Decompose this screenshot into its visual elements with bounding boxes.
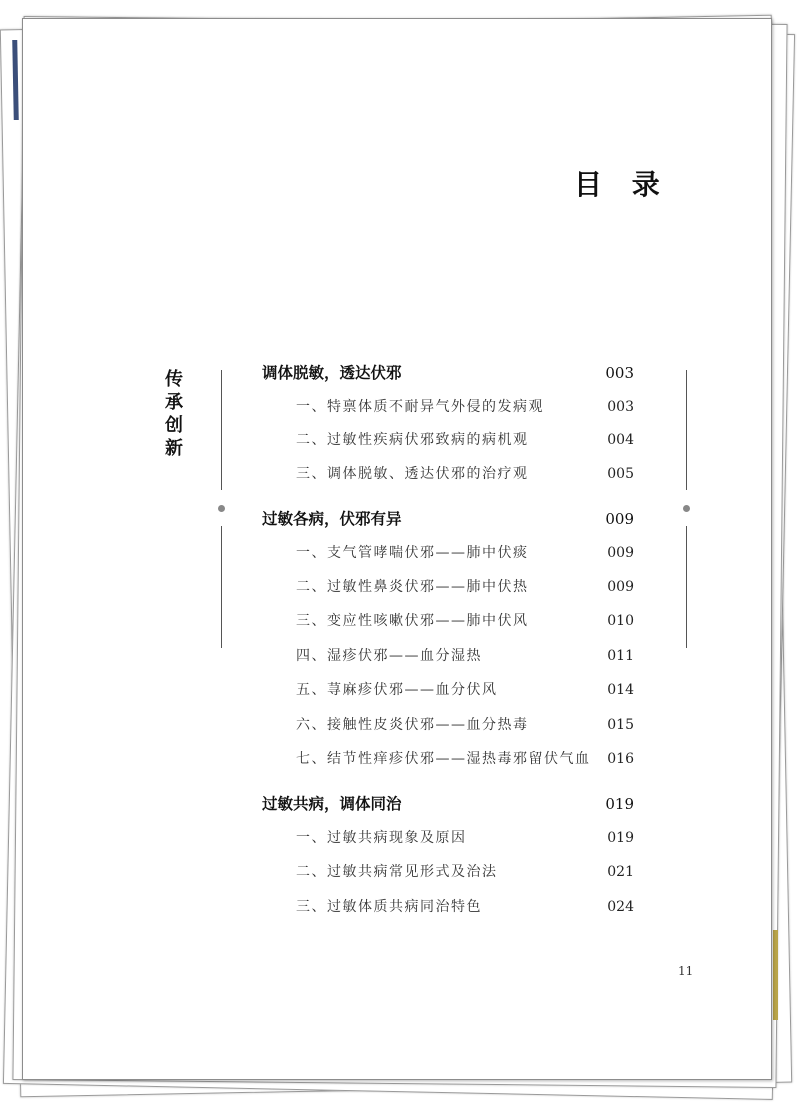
side-label-char: 创: [165, 415, 183, 436]
left-divider-line: [221, 370, 222, 490]
side-label-char: 新: [165, 438, 183, 459]
side-label: [162, 368, 186, 460]
toc-page-number: 010: [607, 613, 634, 629]
toc-section-title: 过敏共病，调体同治: [262, 794, 402, 813]
toc-section-title: 过敏各病，伏邪有异: [262, 509, 402, 528]
right-divider-dot: [683, 505, 690, 512]
toc-item[interactable]: [296, 395, 634, 419]
toc-item[interactable]: [296, 644, 634, 668]
toc-item[interactable]: [296, 826, 634, 850]
toc-page-number: 004: [607, 432, 634, 448]
toc-section[interactable]: [262, 507, 634, 531]
toc-item[interactable]: [296, 860, 634, 884]
toc-page-number: 003: [607, 399, 634, 415]
toc-page-number: 014: [607, 682, 634, 698]
toc-page-number: 009: [605, 510, 634, 528]
toc-item-title: 一、支气管哮喘伏邪——肺中伏痰: [296, 545, 529, 561]
toc-page-number: 016: [607, 751, 634, 767]
right-divider-line: [686, 370, 687, 490]
toc-item-title: 二、过敏性疾病伏邪致病的病机观: [296, 432, 529, 448]
toc-page-number: 009: [607, 579, 634, 595]
toc-page-number: 015: [607, 717, 634, 733]
toc-section[interactable]: [262, 361, 634, 385]
toc-page-number: 009: [607, 545, 634, 561]
toc-item-title: 三、调体脱敏、透达伏邪的治疗观: [296, 466, 529, 482]
toc-item[interactable]: [296, 462, 634, 486]
toc-item-title: 三、过敏体质共病同治特色: [296, 899, 482, 915]
toc-item[interactable]: [296, 541, 634, 565]
toc-page-number: 019: [607, 830, 634, 846]
side-label-char: 承: [165, 392, 183, 413]
side-label-char: 传: [165, 369, 183, 390]
left-divider-dot: [218, 505, 225, 512]
toc-page-number: 021: [607, 864, 634, 880]
toc-page-number: 019: [605, 795, 634, 813]
toc-item-title: 二、过敏共病常见形式及治法: [296, 864, 498, 880]
toc-item[interactable]: [296, 575, 634, 599]
page-number: 11: [678, 964, 694, 978]
toc-item-title: 二、过敏性鼻炎伏邪——肺中伏热: [296, 579, 529, 595]
right-divider-line: [686, 526, 687, 648]
toc-item-title: 七、结节性痒疹伏邪——湿热毒邪留伏气血: [296, 751, 591, 767]
toc-page-number: 011: [607, 648, 634, 664]
toc-item[interactable]: [296, 747, 634, 771]
toc-item-title: 一、过敏共病现象及原因: [296, 830, 467, 846]
toc-page-number: 024: [607, 899, 634, 915]
toc-section[interactable]: [262, 792, 634, 816]
toc-item[interactable]: [296, 428, 634, 452]
toc-item-title: 四、湿疹伏邪——血分湿热: [296, 648, 482, 664]
toc-item-title: 一、特禀体质不耐异气外侵的发病观: [296, 399, 544, 415]
toc-item-title: 六、接触性皮炎伏邪——血分热毒: [296, 717, 529, 733]
toc-page-number: 003: [605, 364, 634, 382]
cover-edge: [773, 930, 778, 1020]
toc-item[interactable]: [296, 609, 634, 633]
left-divider-line: [221, 526, 222, 648]
toc-item-title: 五、荨麻疹伏邪——血分伏风: [296, 682, 498, 698]
page-title: 目 录: [574, 168, 670, 201]
toc-item-title: 三、变应性咳嗽伏邪——肺中伏风: [296, 613, 529, 629]
toc-page-number: 005: [607, 466, 634, 482]
toc-section-title: 调体脱敏，透达伏邪: [262, 363, 402, 382]
toc-item[interactable]: [296, 678, 634, 702]
toc-item[interactable]: [296, 713, 634, 737]
toc-item[interactable]: [296, 895, 634, 919]
